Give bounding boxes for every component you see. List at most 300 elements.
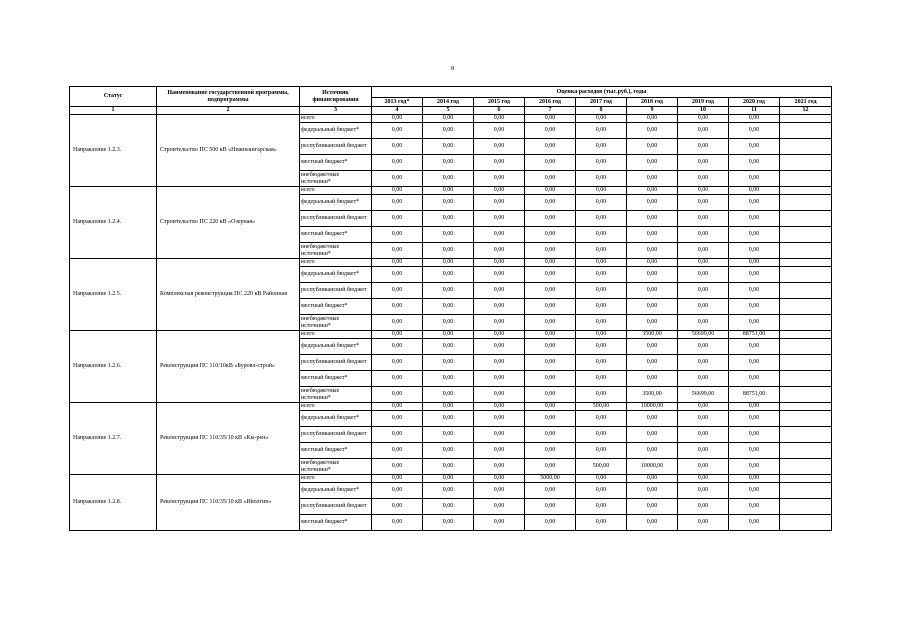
expense-value: 10000,00: [627, 403, 678, 411]
expense-value: 0,00: [627, 267, 678, 283]
expense-value: 0,00: [474, 299, 525, 315]
expense-value: 0,00: [678, 339, 729, 355]
expense-value: 0,00: [474, 499, 525, 515]
expense-value: 0,00: [627, 475, 678, 483]
expense-value: [780, 475, 832, 483]
expense-value: 0,00: [627, 259, 678, 267]
funding-source: республиканский бюджет: [300, 283, 372, 299]
program-name: Комплексная реконструкция ПС 220 кВ Районная: [157, 259, 300, 331]
direction-status: Направление 1.2.7.: [70, 403, 157, 475]
table-row: [70, 475, 832, 483]
expense-value: 0,00: [525, 187, 576, 195]
column-number: 2: [157, 107, 300, 115]
expense-value: 0,00: [729, 259, 780, 267]
expense-value: 0,00: [678, 443, 729, 459]
expense-value: 0,00: [678, 259, 729, 267]
table-row: [70, 187, 832, 195]
expense-value: 0,00: [372, 171, 423, 187]
expense-value: 0,00: [474, 339, 525, 355]
expense-value: 0,00: [474, 211, 525, 227]
expense-value: [780, 155, 832, 171]
expense-value: [780, 459, 832, 475]
expense-value: [780, 115, 832, 123]
expense-value: [780, 339, 832, 355]
expense-value: 0,00: [729, 243, 780, 259]
expense-value: 0,00: [678, 315, 729, 331]
funding-source: республиканский бюджет: [300, 211, 372, 227]
expense-value: 0,00: [576, 211, 627, 227]
expense-value: 0,00: [678, 371, 729, 387]
expense-value: 0,00: [729, 227, 780, 243]
expense-value: 0,00: [627, 211, 678, 227]
expense-value: 0,00: [525, 331, 576, 339]
expense-value: 0,00: [627, 371, 678, 387]
expense-value: 0,00: [576, 227, 627, 243]
expense-value: 0,00: [372, 155, 423, 171]
expense-value: 0,00: [525, 259, 576, 267]
funding-source: всего: [300, 331, 372, 339]
expense-value: [780, 331, 832, 339]
expense-value: 0,00: [423, 411, 474, 427]
header-year: 2014 год: [423, 98, 474, 107]
expense-value: 0,00: [423, 339, 474, 355]
expense-value: 0,00: [627, 139, 678, 155]
expense-value: 0,00: [474, 227, 525, 243]
expense-value: 88751,00: [729, 331, 780, 339]
expense-value: 0,00: [474, 371, 525, 387]
expense-value: 0,00: [372, 443, 423, 459]
expense-value: 0,00: [474, 411, 525, 427]
expense-value: 0,00: [729, 283, 780, 299]
expense-value: 0,00: [627, 315, 678, 331]
expense-value: 0,00: [576, 355, 627, 371]
expense-value: 0,00: [372, 123, 423, 139]
page-number: 8: [451, 66, 454, 72]
expense-value: 0,00: [627, 339, 678, 355]
expense-value: 0,00: [474, 483, 525, 499]
expense-value: 0,00: [576, 371, 627, 387]
header-year: 2019 год: [678, 98, 729, 107]
expense-value: 0,00: [423, 315, 474, 331]
funding-source: всего: [300, 475, 372, 483]
expense-value: 0,00: [525, 211, 576, 227]
expense-value: 0,00: [423, 355, 474, 371]
expense-value: 0,00: [474, 123, 525, 139]
expense-value: 0,00: [627, 283, 678, 299]
expense-value: 0,00: [372, 315, 423, 331]
expense-value: 0,00: [729, 475, 780, 483]
expense-value: 0,00: [474, 155, 525, 171]
direction-status: Направление 1.2.4.: [70, 187, 157, 259]
expense-value: 0,00: [474, 115, 525, 123]
expense-value: 0,00: [474, 195, 525, 211]
expense-value: 0,00: [678, 227, 729, 243]
expense-value: 0,00: [576, 283, 627, 299]
expense-value: [780, 171, 832, 187]
expense-value: 0,00: [576, 155, 627, 171]
column-number: 6: [474, 107, 525, 115]
table-row: [70, 115, 832, 123]
funding-source: местный бюджет*: [300, 155, 372, 171]
expense-value: 0,00: [372, 387, 423, 403]
column-number: 3: [300, 107, 372, 115]
expense-value: 0,00: [525, 243, 576, 259]
funding-source: республиканский бюджет: [300, 427, 372, 443]
expense-value: 0,00: [423, 499, 474, 515]
program-name: Строительство ПС 500 кВ «Нижнеангарская»: [157, 115, 300, 187]
expense-value: 0,00: [372, 211, 423, 227]
expense-value: 56699,00: [678, 331, 729, 339]
expense-value: 0,00: [576, 499, 627, 515]
expense-value: 0,00: [372, 115, 423, 123]
expense-value: 0,00: [525, 155, 576, 171]
expense-value: 0,00: [729, 139, 780, 155]
table-row: [70, 403, 832, 411]
expense-value: 0,00: [372, 427, 423, 443]
expense-value: 0,00: [729, 459, 780, 475]
expense-value: 0,00: [525, 171, 576, 187]
expense-value: [780, 515, 832, 531]
expense-value: 0,00: [525, 139, 576, 155]
column-number: 5: [423, 107, 474, 115]
funding-source: местный бюджет*: [300, 371, 372, 387]
expense-value: 0,00: [372, 475, 423, 483]
funding-source: федеральный бюджет*: [300, 483, 372, 499]
funding-source: местный бюджет*: [300, 443, 372, 459]
expense-value: 0,00: [372, 283, 423, 299]
expense-value: 0,00: [627, 411, 678, 427]
expense-value: 0,00: [525, 443, 576, 459]
expense-value: 5000,00: [525, 475, 576, 483]
expense-value: 0,00: [474, 427, 525, 443]
expense-value: 0,00: [372, 339, 423, 355]
expense-value: 0,00: [729, 187, 780, 195]
expense-value: 0,00: [474, 475, 525, 483]
expense-value: 0,00: [576, 195, 627, 211]
column-number: 4: [372, 107, 423, 115]
expense-value: 0,00: [525, 459, 576, 475]
column-number: 7: [525, 107, 576, 115]
expense-value: 0,00: [627, 123, 678, 139]
header-estimate: Оценка расходов (тыс.руб.), годы: [372, 87, 832, 98]
expense-value: 0,00: [372, 267, 423, 283]
direction-status: Направление 1.2.6.: [70, 331, 157, 403]
expense-value: 0,00: [729, 427, 780, 443]
expense-value: 0,00: [678, 427, 729, 443]
expense-value: 0,00: [372, 331, 423, 339]
expense-value: 0,00: [423, 403, 474, 411]
header-year: 2020 год: [729, 98, 780, 107]
expense-value: 0,00: [474, 171, 525, 187]
expense-value: [780, 499, 832, 515]
expense-value: 10000,00: [627, 459, 678, 475]
expense-value: 0,00: [576, 315, 627, 331]
expense-value: 0,00: [474, 283, 525, 299]
expense-value: 0,00: [372, 259, 423, 267]
expense-value: 500,00: [576, 459, 627, 475]
expense-value: 0,00: [729, 339, 780, 355]
expense-value: 0,00: [678, 459, 729, 475]
funding-source: местный бюджет*: [300, 227, 372, 243]
header-year: 2015 год: [474, 98, 525, 107]
direction-status: Направление 1.2.8.: [70, 475, 157, 531]
funding-source: всего: [300, 259, 372, 267]
expense-value: 0,00: [423, 283, 474, 299]
expense-value: 0,00: [474, 187, 525, 195]
expense-value: [780, 227, 832, 243]
expense-value: [780, 443, 832, 459]
expense-value: 0,00: [525, 123, 576, 139]
program-name: Реконструкция ПС 110/35/10 кВ «Кы-рен»: [157, 403, 300, 475]
expense-value: 0,00: [423, 171, 474, 187]
table-row: [70, 331, 832, 339]
expense-value: 0,00: [525, 227, 576, 243]
expense-value: 0,00: [627, 355, 678, 371]
expense-value: 0,00: [729, 355, 780, 371]
expense-value: [780, 299, 832, 315]
expense-value: 0,00: [678, 283, 729, 299]
funding-source: республиканский бюджет: [300, 139, 372, 155]
expense-value: 0,00: [423, 123, 474, 139]
expense-value: 0,00: [576, 331, 627, 339]
expense-value: 0,00: [576, 139, 627, 155]
header-year: 2017 год: [576, 98, 627, 107]
column-number: 8: [576, 107, 627, 115]
expense-value: 0,00: [474, 259, 525, 267]
direction-status: Направление 1.2.3.: [70, 115, 157, 187]
column-number: 9: [627, 107, 678, 115]
expense-value: [780, 427, 832, 443]
expense-value: 0,00: [423, 211, 474, 227]
funding-source: всего: [300, 403, 372, 411]
expense-value: 0,00: [474, 443, 525, 459]
expense-value: 0,00: [729, 411, 780, 427]
expense-value: 0,00: [525, 355, 576, 371]
expense-value: 0,00: [678, 195, 729, 211]
expense-value: 0,00: [372, 515, 423, 531]
expense-value: 0,00: [525, 387, 576, 403]
expense-value: 0,00: [729, 195, 780, 211]
program-name: Строительство ПС 220 кВ «Озерная»: [157, 187, 300, 259]
expense-value: [780, 403, 832, 411]
expense-value: 0,00: [372, 355, 423, 371]
funding-source: внебюджетные источники*: [300, 315, 372, 331]
expense-value: 0,00: [678, 515, 729, 531]
expense-value: 0,00: [525, 115, 576, 123]
expense-value: 0,00: [729, 267, 780, 283]
expense-value: 0,00: [678, 267, 729, 283]
funding-source: внебюджетные источники*: [300, 171, 372, 187]
funding-source: республиканский бюджет: [300, 355, 372, 371]
expense-value: 0,00: [423, 267, 474, 283]
expense-value: 0,00: [678, 187, 729, 195]
expense-value: 0,00: [729, 515, 780, 531]
expense-value: 0,00: [525, 339, 576, 355]
expense-value: 0,00: [627, 299, 678, 315]
program-name: Реконструкция ПС 110/10кВ «Буровл-строй»: [157, 331, 300, 403]
expense-value: [780, 411, 832, 427]
expense-value: 0,00: [372, 139, 423, 155]
expense-value: 0,00: [729, 403, 780, 411]
expense-value: 0,00: [729, 171, 780, 187]
funding-source: всего: [300, 187, 372, 195]
funding-source: федеральный бюджет*: [300, 267, 372, 283]
expense-value: 0,00: [576, 475, 627, 483]
expense-value: 0,00: [576, 299, 627, 315]
column-number: 11: [729, 107, 780, 115]
expense-value: 0,00: [372, 195, 423, 211]
expense-value: 0,00: [423, 331, 474, 339]
expense-value: 0,00: [423, 243, 474, 259]
expense-value: 0,00: [372, 403, 423, 411]
expense-value: 0,00: [729, 483, 780, 499]
expense-value: 0,00: [627, 427, 678, 443]
expense-value: 0,00: [627, 195, 678, 211]
expense-value: 88751,00: [729, 387, 780, 403]
expense-value: 0,00: [627, 483, 678, 499]
expense-value: 0,00: [627, 227, 678, 243]
expense-value: 0,00: [576, 171, 627, 187]
funding-source: федеральный бюджет*: [300, 411, 372, 427]
expense-value: 0,00: [474, 267, 525, 283]
expense-value: 0,00: [576, 123, 627, 139]
expense-value: [780, 267, 832, 283]
expenditure-table: [69, 86, 832, 531]
expense-value: 0,00: [678, 499, 729, 515]
funding-source: внебюджетные источники*: [300, 243, 372, 259]
column-number: 1: [70, 107, 157, 115]
expense-value: 0,00: [474, 355, 525, 371]
expense-value: 0,00: [576, 243, 627, 259]
expense-value: 0,00: [678, 243, 729, 259]
expense-value: 0,00: [372, 411, 423, 427]
expense-value: [780, 483, 832, 499]
expense-value: [780, 371, 832, 387]
expense-value: [780, 283, 832, 299]
expense-value: 0,00: [525, 267, 576, 283]
expense-value: 0,00: [423, 259, 474, 267]
expense-value: 0,00: [729, 211, 780, 227]
header-status: Статус: [70, 87, 157, 107]
expense-value: [780, 195, 832, 211]
funding-source: внебюджетные источники*: [300, 387, 372, 403]
funding-source: внебюджетные источники*: [300, 459, 372, 475]
expense-value: 0,00: [423, 387, 474, 403]
expense-value: 0,00: [678, 115, 729, 123]
expense-value: 0,00: [474, 243, 525, 259]
expense-value: 3500,00: [627, 331, 678, 339]
expense-value: 0,00: [678, 139, 729, 155]
expense-value: 0,00: [423, 475, 474, 483]
expense-value: 0,00: [678, 475, 729, 483]
expense-value: 0,00: [423, 299, 474, 315]
expense-value: [780, 315, 832, 331]
expense-value: 0,00: [576, 515, 627, 531]
expense-value: 0,00: [525, 299, 576, 315]
expense-value: 0,00: [423, 427, 474, 443]
expense-value: 500,00: [576, 403, 627, 411]
expense-value: 0,00: [678, 355, 729, 371]
expense-value: 0,00: [423, 139, 474, 155]
expense-value: 0,00: [372, 187, 423, 195]
expense-value: 0,00: [423, 187, 474, 195]
expense-value: 0,00: [627, 499, 678, 515]
header-source: Источник финансирования: [300, 87, 372, 107]
expense-value: 0,00: [627, 155, 678, 171]
expense-value: 0,00: [525, 195, 576, 211]
expense-value: 0,00: [525, 283, 576, 299]
funding-source: федеральный бюджет*: [300, 123, 372, 139]
expense-value: 0,00: [474, 459, 525, 475]
expense-value: 0,00: [474, 139, 525, 155]
header-year: 2016 год: [525, 98, 576, 107]
column-number: 10: [678, 107, 729, 115]
funding-source: федеральный бюджет*: [300, 195, 372, 211]
expense-value: 0,00: [525, 403, 576, 411]
expense-value: 0,00: [678, 483, 729, 499]
direction-status: Направление 1.2.5.: [70, 259, 157, 331]
expense-value: 0,00: [576, 267, 627, 283]
expense-value: 0,00: [372, 499, 423, 515]
expense-value: 0,00: [423, 155, 474, 171]
expense-value: 0,00: [576, 115, 627, 123]
expense-value: 0,00: [729, 299, 780, 315]
expense-value: 0,00: [678, 411, 729, 427]
expense-value: 0,00: [678, 155, 729, 171]
expense-value: [780, 139, 832, 155]
expense-value: 0,00: [576, 339, 627, 355]
expense-value: [780, 187, 832, 195]
expense-value: [780, 123, 832, 139]
expense-value: [780, 355, 832, 371]
expense-value: 0,00: [525, 371, 576, 387]
expense-value: 0,00: [576, 411, 627, 427]
expense-value: 0,00: [423, 515, 474, 531]
expense-value: 0,00: [372, 459, 423, 475]
expense-value: [780, 387, 832, 403]
expense-value: 3500,00: [627, 387, 678, 403]
expense-value: 0,00: [678, 299, 729, 315]
expense-value: 0,00: [525, 427, 576, 443]
expense-value: 0,00: [627, 515, 678, 531]
funding-source: республиканский бюджет: [300, 499, 372, 515]
expense-value: 0,00: [525, 499, 576, 515]
expense-value: 0,00: [423, 483, 474, 499]
expense-value: 0,00: [423, 227, 474, 243]
expense-value: 0,00: [576, 483, 627, 499]
expense-value: 0,00: [576, 259, 627, 267]
expense-value: 0,00: [729, 443, 780, 459]
expense-value: 0,00: [576, 443, 627, 459]
expense-value: 0,00: [678, 403, 729, 411]
expense-value: 0,00: [474, 331, 525, 339]
expense-value: 0,00: [729, 371, 780, 387]
expense-value: 0,00: [729, 115, 780, 123]
expense-value: 0,00: [372, 243, 423, 259]
header-year: 2018 год: [627, 98, 678, 107]
expense-value: 0,00: [729, 315, 780, 331]
expense-value: 0,00: [423, 371, 474, 387]
expense-value: 0,00: [627, 443, 678, 459]
expense-value: 0,00: [423, 443, 474, 459]
expense-value: 0,00: [525, 315, 576, 331]
expense-value: 0,00: [525, 483, 576, 499]
expense-value: 0,00: [576, 387, 627, 403]
expense-value: 0,00: [423, 459, 474, 475]
header-year: 2013 год*: [372, 98, 423, 107]
expense-value: 0,00: [525, 411, 576, 427]
expense-value: 0,00: [474, 403, 525, 411]
